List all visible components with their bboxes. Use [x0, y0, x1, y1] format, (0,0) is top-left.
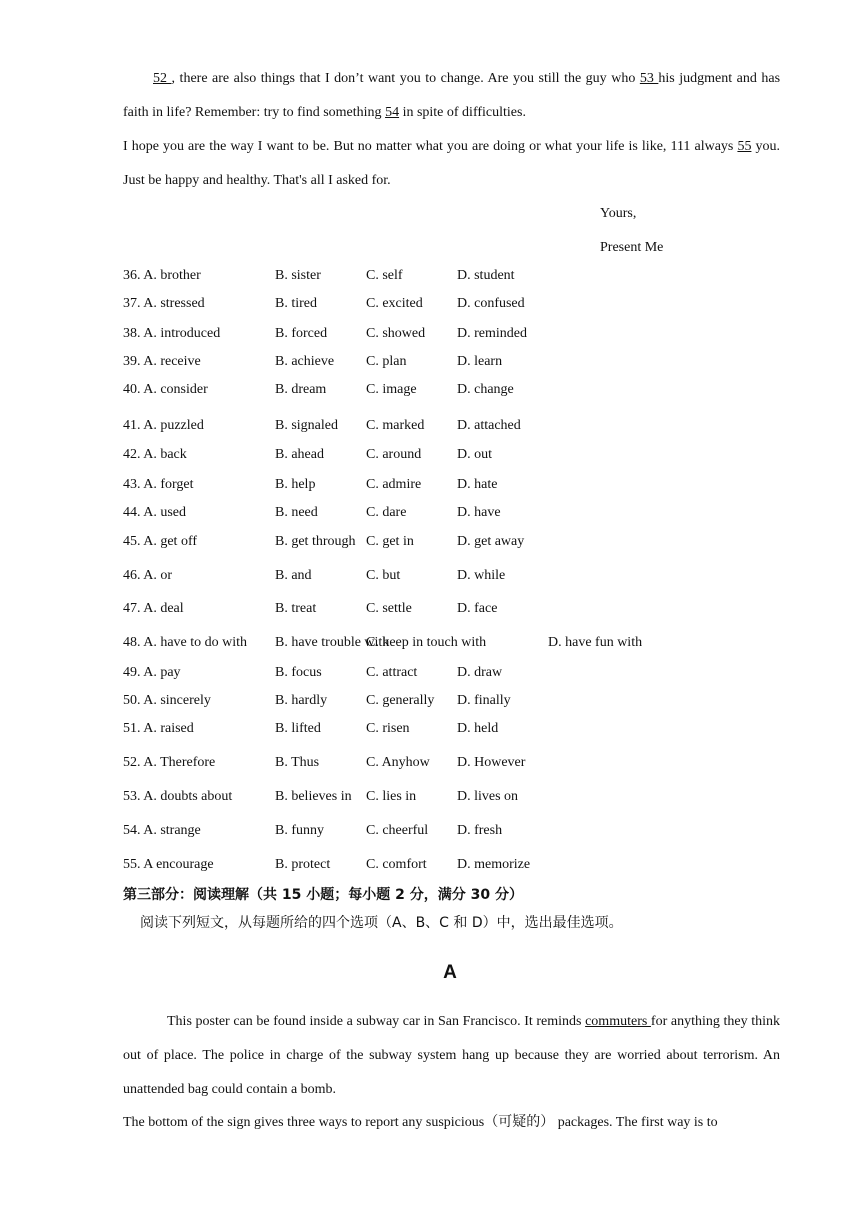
- passage-text: This poster can be found inside a subway car in San Francisco. It reminds: [167, 1014, 586, 1029]
- option-b: B. treat: [275, 601, 317, 616]
- option-d: D. out: [457, 447, 492, 462]
- option-d: D. get away: [457, 534, 525, 549]
- option-b: B. Thus: [275, 755, 320, 770]
- option-d: D. lives on: [457, 789, 519, 804]
- option-a: 51. A. raised: [123, 721, 194, 736]
- option-a: 54. A. strange: [123, 823, 201, 838]
- option-d: D. reminded: [457, 326, 527, 341]
- option-c: C. comfort: [366, 857, 427, 872]
- option-c: C. Anyhow: [366, 755, 430, 770]
- option-b: B. forced: [275, 326, 328, 341]
- option-d: D. memorize: [457, 857, 531, 872]
- option-a: 39. A. receive: [123, 354, 201, 369]
- option-d: D. have: [457, 505, 501, 520]
- option-c: C. but: [366, 568, 401, 583]
- section-instruction: 阅读下列短文，从每题所给的四个选项（A、B、C 和 D）中，选出最佳选项。: [140, 915, 623, 931]
- blank-52: 52: [153, 71, 172, 86]
- option-c: C. generally: [366, 693, 435, 708]
- option-a: 50. A. sincerely: [123, 693, 211, 708]
- option-b: B. protect: [275, 857, 331, 872]
- option-d: D. fresh: [457, 823, 503, 838]
- option-c: C. admire: [366, 477, 422, 492]
- option-d: D. have fun with: [548, 635, 643, 650]
- option-a: 36. A. brother: [123, 268, 201, 283]
- option-c: C. cheerful: [366, 823, 429, 838]
- section-title: 第三部分：阅读理解（共 15 小题；每小题 2 分，满分 30 分）: [123, 887, 523, 903]
- option-b: B. and: [275, 568, 312, 583]
- letter-text: I hope you are the way I want to be. But no matter what you are doing or what your life is like, 111 always: [123, 139, 738, 154]
- letter-text: in spite of difficulties.: [399, 105, 526, 120]
- letter-text: you. Just be happy and healthy. That's all I asked for.: [123, 139, 780, 188]
- letter-text: , there are also things that I don’t want you to change. Are you still the guy who: [171, 71, 640, 86]
- option-c: C. settle: [366, 601, 412, 616]
- option-c: C. risen: [366, 721, 410, 736]
- blank-54: 54: [385, 105, 400, 120]
- passage-text: The bottom of the sign gives three ways to report any suspicious（可疑的） packages. The first way is to: [123, 1115, 718, 1130]
- option-c: C. lies in: [366, 789, 417, 804]
- option-c: C. self: [366, 268, 403, 283]
- underlined-word: commuters: [585, 1014, 651, 1029]
- option-d: D. change: [457, 382, 514, 397]
- option-a: 37. A. stressed: [123, 296, 205, 311]
- option-a: 53. A. doubts about: [123, 789, 233, 804]
- option-d: D. held: [457, 721, 499, 736]
- option-b: B. have trouble with: [275, 635, 390, 650]
- passage-paragraph-2: [123, 1106, 780, 1140]
- option-b: B. ahead: [275, 447, 324, 462]
- option-d: D. attached: [457, 418, 521, 433]
- option-a: 47. A. deal: [123, 601, 184, 616]
- option-d: D. confused: [457, 296, 525, 311]
- option-a: 38. A. introduced: [123, 326, 221, 341]
- passage-heading: A: [443, 962, 457, 983]
- option-b: B. need: [275, 505, 318, 520]
- option-c: C. image: [366, 382, 417, 397]
- option-d: D. finally: [457, 693, 511, 708]
- option-c: C. excited: [366, 296, 423, 311]
- option-b: B. tired: [275, 296, 317, 311]
- option-c: C. marked: [366, 418, 425, 433]
- option-b: B. hardly: [275, 693, 328, 708]
- option-c: C. plan: [366, 354, 407, 369]
- option-c: C. attract: [366, 665, 418, 680]
- option-a: 49. A. pay: [123, 665, 181, 680]
- letter-text: his judgment and has faith in life? Remember: try to find something: [123, 71, 781, 120]
- option-b: B. get through: [275, 534, 356, 549]
- option-b: B. believes in: [275, 789, 352, 804]
- option-d: D. hate: [457, 477, 498, 492]
- passage-text: for anything they think out of place. The police in charge of the subway system hang up because they are worried about terrorism. An unattended bag could contain a bomb.: [123, 1014, 780, 1097]
- passage-paragraph-1: [123, 1005, 780, 1107]
- option-c: C. dare: [366, 505, 407, 520]
- option-b: B. sister: [275, 268, 321, 283]
- option-c: C. get in: [366, 534, 414, 549]
- option-a: 42. A. back: [123, 447, 187, 462]
- option-b: B. funny: [275, 823, 324, 838]
- option-d: D. face: [457, 601, 498, 616]
- option-a: 45. A. get off: [123, 534, 198, 549]
- option-a: 46. A. or: [123, 568, 172, 583]
- letter-closing: Yours,: [600, 206, 637, 221]
- blank-53: 53: [639, 71, 659, 86]
- letter-paragraph-2: [123, 130, 780, 198]
- option-a: 44. A. used: [123, 505, 186, 520]
- option-a: 48. A. have to do with: [123, 635, 248, 650]
- option-d: D. while: [457, 568, 506, 583]
- option-a: 41. A. puzzled: [123, 418, 204, 433]
- option-d: D. draw: [457, 665, 503, 680]
- option-b: B. focus: [275, 665, 322, 680]
- letter-paragraph-1: [123, 62, 780, 130]
- letter-signature: Present Me: [600, 240, 664, 255]
- option-b: B. achieve: [275, 354, 335, 369]
- option-d: D. However: [457, 755, 526, 770]
- option-a: 52. A. Therefore: [123, 755, 216, 770]
- option-a: 55. A encourage: [123, 857, 214, 872]
- option-c: C. keep in touch with: [366, 635, 487, 650]
- option-d: D. student: [457, 268, 515, 283]
- option-d: D. learn: [457, 354, 503, 369]
- option-b: B. dream: [275, 382, 327, 397]
- option-a: 43. A. forget: [123, 477, 194, 492]
- option-b: B. help: [275, 477, 316, 492]
- blank-55: 55: [737, 139, 752, 154]
- option-a: 40. A. consider: [123, 382, 208, 397]
- option-b: B. lifted: [275, 721, 321, 736]
- option-b: B. signaled: [275, 418, 338, 433]
- option-c: C. around: [366, 447, 422, 462]
- option-c: C. showed: [366, 326, 426, 341]
